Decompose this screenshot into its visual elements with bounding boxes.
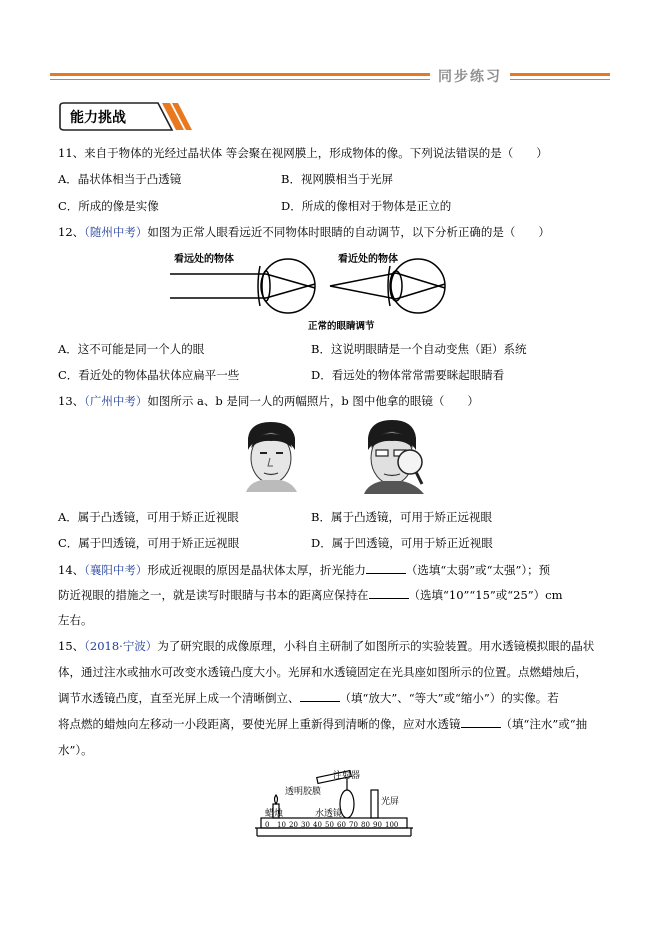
q13-num: 13、 (58, 394, 85, 408)
fig-label-lens: 水透镜 (315, 809, 343, 819)
q12-option-c: C．看近处的物体晶状体应扁平一些 (58, 368, 240, 382)
q13-source: （广州中考） (84, 394, 148, 408)
svg-text:30: 30 (301, 821, 310, 829)
header-rule (50, 73, 430, 76)
svg-text:10: 10 (277, 821, 286, 829)
fig-label-candle: 蜡烛 (265, 809, 284, 819)
q15-text-3b: （填“放大”、“等大”或“缩小”）的实像。若 (339, 691, 559, 705)
q15-line4 (58, 716, 587, 732)
q15-blank-2[interactable] (461, 716, 501, 728)
q14-text-2b: （选填“10”“15”或“25”）cm (408, 588, 563, 602)
svg-text:60: 60 (337, 821, 346, 829)
fig-label-screen: 光屏 (381, 797, 400, 807)
q14-text-1b: （选填“太弱”或“太强”）；预 (405, 563, 551, 577)
q14-source: （襄阳中考） (84, 563, 148, 577)
q15-text-1: 为了研究眼的成像原理，小科自主研制了如图所示的实验装置。用水透镜模拟眼的晶状 (157, 639, 595, 653)
q14-num: 14、 (58, 563, 85, 577)
q12-num: 12、 (58, 225, 85, 239)
svg-text:80: 80 (361, 821, 370, 829)
q14-text-2a: 防近视眼的措施之一，就是读写时眼睛与书本的距离应保持在 (58, 588, 369, 602)
fig-label-far: 看远处的物体 (174, 254, 234, 265)
q15-line2: 体，通过注水或抽水可改变水透镜凸度大小。光屏和水透镜固定在光具座如图所示的位置。点燃蜡烛后， (58, 665, 587, 679)
q14-text-1a: 形成近视眼的原因是晶状体太厚，折光能力 (147, 563, 366, 577)
q12-option-b: B．这说明眼睛是一个自动变焦（距）系统 (311, 342, 527, 356)
q12-stem (58, 224, 550, 240)
q14-blank-1[interactable] (366, 562, 406, 574)
fig-label-near: 看近处的物体 (338, 254, 398, 265)
q15-source: （2018·宁波） (84, 639, 158, 653)
q15-line5: 水”）。 (58, 743, 93, 757)
q12-source: （随州中考） (84, 225, 148, 239)
q11-stem: 11、来自于物体的光经过晶状体 等会聚在视网膜上，形成物体的像。下列说法错误的是（ ） (58, 146, 548, 160)
q13-option-d: D．属于凹透镜，可用于矫正近视眼 (311, 536, 493, 550)
q15-text-4b: （填“注水”或“抽 (500, 717, 588, 731)
photo-b (358, 418, 430, 494)
eye-adjustment-figure (170, 248, 470, 333)
q11-option-d: D．所成的像相对于物体是正立的 (281, 199, 452, 213)
header-rule-thin (50, 79, 430, 80)
q15-text-4a: 将点燃的蜡烛向左移动一小段距离，要使光屏上重新得到清晰的像，应对水透镜 (58, 717, 461, 731)
q11-option-c: C．所成的像是实像 (58, 199, 159, 213)
svg-text:70: 70 (349, 821, 358, 829)
fig-label-syringe: 注射器 (333, 771, 361, 781)
svg-text:20: 20 (289, 821, 298, 829)
q14-line1 (58, 562, 550, 578)
q12-option-d: D．看远处的物体常常需要眯起眼睛看 (311, 368, 505, 382)
q15-blank-1[interactable] (300, 690, 340, 702)
svg-text:90: 90 (373, 821, 382, 829)
q13-stem (58, 393, 479, 409)
q15-line3 (58, 690, 559, 706)
photo-a (240, 420, 302, 492)
q13-text: 如图所示 a、b 是同一人的两幅照片，b 图中他拿的眼镜（ ） (147, 394, 479, 408)
section-badge-label: 能力挑战 (70, 110, 126, 126)
q14-line2 (58, 587, 563, 603)
q14-blank-2[interactable] (369, 587, 409, 599)
svg-text:0: 0 (265, 821, 270, 829)
q13-option-b: B．属于凸透镜，可用于矫正远视眼 (311, 510, 492, 524)
q12-option-a: A．这不可能是同一个人的眼 (58, 342, 205, 356)
q15-line1 (58, 638, 594, 654)
q13-option-c: C．属于凹透镜，可用于矫正远视眼 (58, 536, 240, 550)
q11-option-b: B．视网膜相当于光屏 (281, 172, 393, 186)
optical-bench-figure (255, 766, 415, 838)
fig-label-film: 透明胶膜 (285, 787, 322, 797)
q13-option-a: A．属于凸透镜，可用于矫正近视眼 (58, 510, 239, 524)
fig-caption: 正常的眼睛调节 (308, 321, 375, 332)
q15-text-3a: 调节水透镜凸度，直至光屏上成一个清晰倒立、 (58, 691, 300, 705)
q14-line3: 左右。 (58, 613, 93, 627)
header-rule-right-thin (510, 79, 610, 80)
q12-text: 如图为正常人眼看远近不同物体时眼睛的自动调节，以下分析正确的是（ ） (147, 225, 550, 239)
svg-text:100: 100 (385, 821, 399, 829)
svg-text:50: 50 (325, 821, 334, 829)
q11-option-a: A．晶状体相当于凸透镜 (58, 172, 182, 186)
header-rule-right (510, 73, 610, 76)
header-title: 同步练习 (438, 69, 502, 85)
svg-text:40: 40 (313, 821, 322, 829)
q15-num: 15、 (58, 639, 85, 653)
